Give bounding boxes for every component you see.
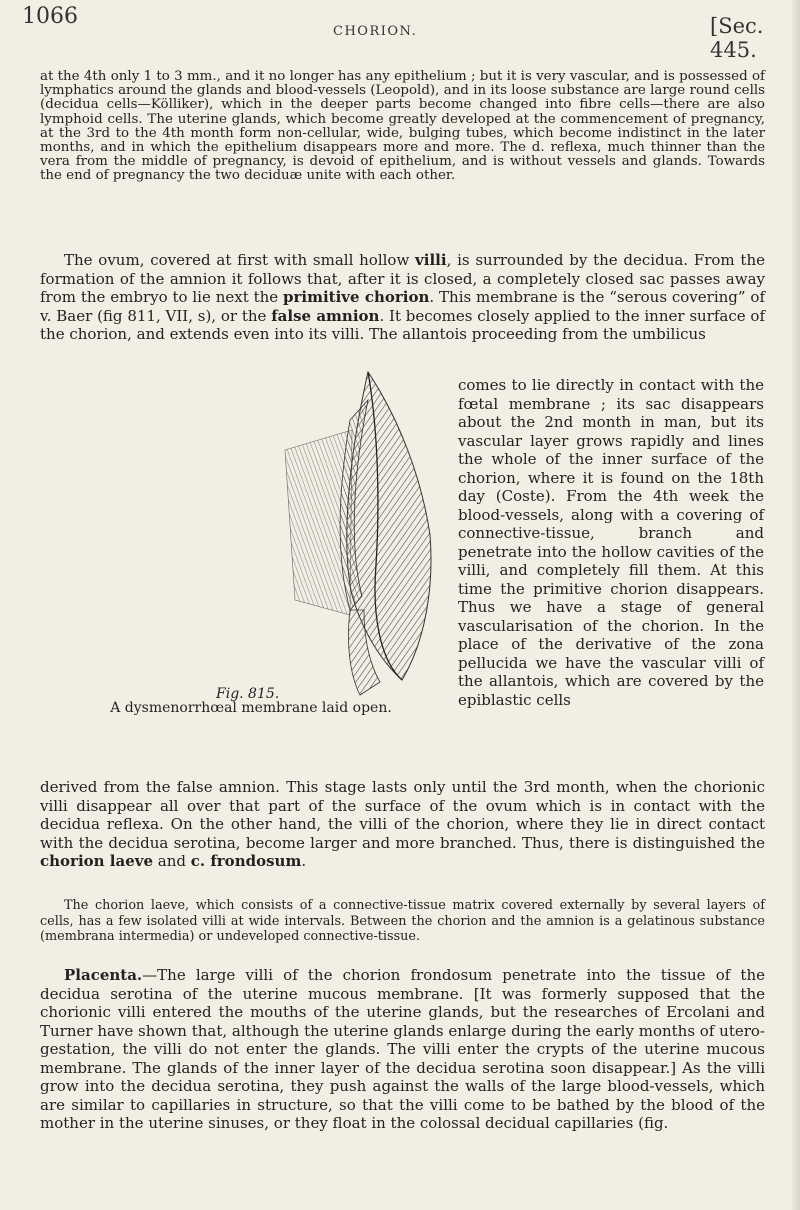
note-chorion-laeve: The chorion laeve, which consists of a connective-tissue matrix covered externally by several layers of cells, has a few isolated villi at wide intervals. Between the chorion and the amnion is a gelatinous substance (membrana intermedia) or undeveloped connective-tissue. bbox=[40, 898, 765, 945]
heading-placenta: Placenta. bbox=[64, 966, 143, 984]
paragraph-chorion-stage bbox=[40, 778, 765, 871]
figure-label: Fig. 815. bbox=[216, 686, 280, 702]
running-title: CHORION. bbox=[333, 24, 418, 39]
text-run: —The large villi of the chorion frondosum penetrate into the tissue of the decidua serotina of the uterine mucous membrane. [It was formerly supposed that the chorionic villi entered the mouths of the uterine glands, but the researches of Ercolani and Turner have shown that, although the uterine glands enlarge during the early months of utero-gestation, the villi do not enter the glands. The villi enter the crypts of the uterine mucous membrane. The glands of the inner layer of the decidua serotina soon disappear.] As the villi grow into the decidua serotina, they push against the walls of the large blood-vessels, which are similar to capillaries in structure, so that the villi come to be bathed by the blood of the mother in the uterine sinuses, or they float in the colossal decidual capillaries (fig. bbox=[40, 966, 765, 1132]
text-run: derived from the false amnion. This stage lasts only until the 3rd month, when the chorionic villi disappear all over that part of the surface of the ovum which is in contact with the decidua reflexa. On the other hand, the villi of the chorion, where they lie in direct contact with the decidua serotina, become larger and more branched. Thus, there is distinguished the bbox=[40, 778, 765, 852]
text-run: . It becomes closely applied to the inner surface of the chorion, and extends even into its villi. The allantois proceeding from the umbilicus bbox=[40, 306, 766, 343]
text-run: , is surrounded by the decidua. From the formation of the amnion it follows that, after it is closed, a completely closed sac passes away from the embryo to lie next the bbox=[40, 251, 765, 306]
text-run: . bbox=[301, 852, 307, 870]
term-c-frondosum: c. frondosum bbox=[190, 852, 302, 870]
term-primitive-chorion: primitive chorion bbox=[283, 288, 430, 306]
paragraph-allantois: comes to lie directly in contact with the fœtal membrane ; its sac disappears about the 2nd month in man, but its vascular layer grows rapidly and lines the whole of the inner surface of the chorion, where it is found on the 18th day (Coste). From the 4th week the blood-vessels, along with a covering of connective-tissue, branch and penetrate into the hollow cavities of the villi, and completely fill them. At this time the primitive chorion disappears. Thus we have a stage of general vascularisation of the chorion. In the place of the derivative of the zona pellucida we have the vascular villi of the allantois, which are covered by the epiblastic cells bbox=[458, 376, 764, 709]
term-villi: villi bbox=[415, 251, 447, 269]
dysmenorrhoeal-membrane-illustration bbox=[50, 360, 452, 700]
term-false-amnion: false amnion bbox=[271, 306, 380, 325]
figure-815 bbox=[50, 360, 452, 780]
section-reference: [Sec. 445. bbox=[710, 14, 764, 62]
term-chorion-laeve: chorion laeve bbox=[40, 852, 153, 870]
paragraph-placenta bbox=[40, 966, 765, 1133]
text-run: The ovum, covered at first with small hollow bbox=[64, 251, 416, 269]
paragraph-decidua: at the 4th only 1 to 3 mm., and it no longer has any epithelium ; but it is very vascular, and is possessed of lymphatics around the glands and blood-vessels (Leopold), and in its loose substance are large round cells (decidua cells—Kölliker), which in the deeper parts become changed into fibre cells—there are also lymphoid cells. The uterine glands, which become greatly developed at the commencement of pregnancy, at the 3rd to the 4th month form non-cellular, wide, bulging tubes, which become indistinct in the later months, and in which the epithelium disappears more and more. The d. reflexa, much thinner than the vera from the middle of pregnancy, is devoid of epithelium, and is without vessels and glands. Towards the end of pregnancy the two deciduæ unite with each other. bbox=[40, 69, 765, 184]
page-number: 1066 bbox=[22, 4, 78, 29]
text-run: and bbox=[153, 852, 191, 870]
figure-caption: A dysmenorrhœal membrane laid open. bbox=[110, 700, 392, 716]
page-edge bbox=[792, 0, 800, 1210]
text-run: . This membrane is the “serous covering” of v. Baer (fig 811, VII, s), or the bbox=[40, 288, 765, 325]
paragraph-ovum bbox=[40, 251, 765, 344]
